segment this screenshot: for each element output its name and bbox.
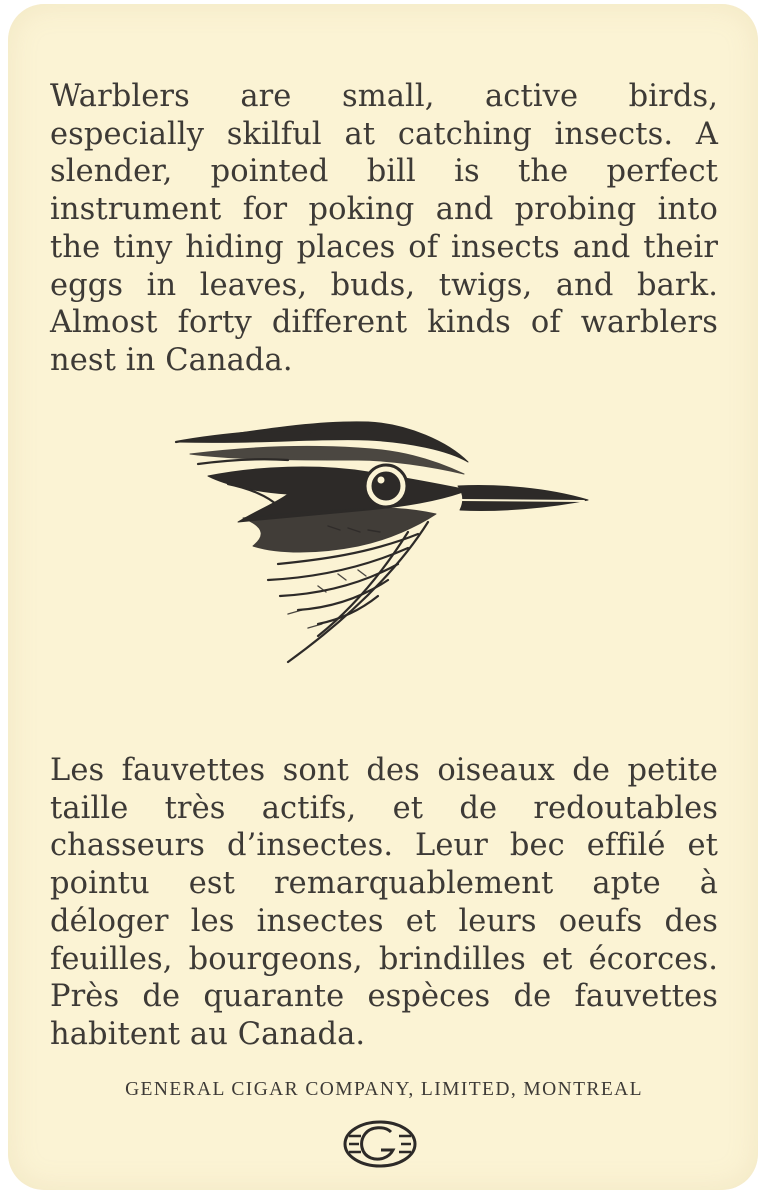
publisher-credit: GENERAL CIGAR COMPANY, LIMITED, MONTREAL <box>125 1079 643 1100</box>
trading-card <box>8 4 758 1190</box>
english-description: Warblers are small, active birds, especially skilful at catching insects. A slender, pointed bill is the perfect instrument for poking and probing into the tiny hiding places of insects and their eggs in leaves, buds, twigs, and bark. Almost forty different kinds of warblers nest in Canada. <box>50 79 718 378</box>
warbler-head-icon <box>168 414 598 674</box>
general-cigar-logo-icon <box>341 1116 419 1172</box>
french-description: Les fauvettes sont des oiseaux de petite taille très actifs, et de redoutables chasseurs d’insectes. Leur bec effilé et pointu est remarquablement apte à déloger les insectes et leurs oeufs des feuilles, bourgeons, brindilles et écorces. Près de quarante espèces de fauvettes habitent au Canada. <box>50 753 718 1052</box>
